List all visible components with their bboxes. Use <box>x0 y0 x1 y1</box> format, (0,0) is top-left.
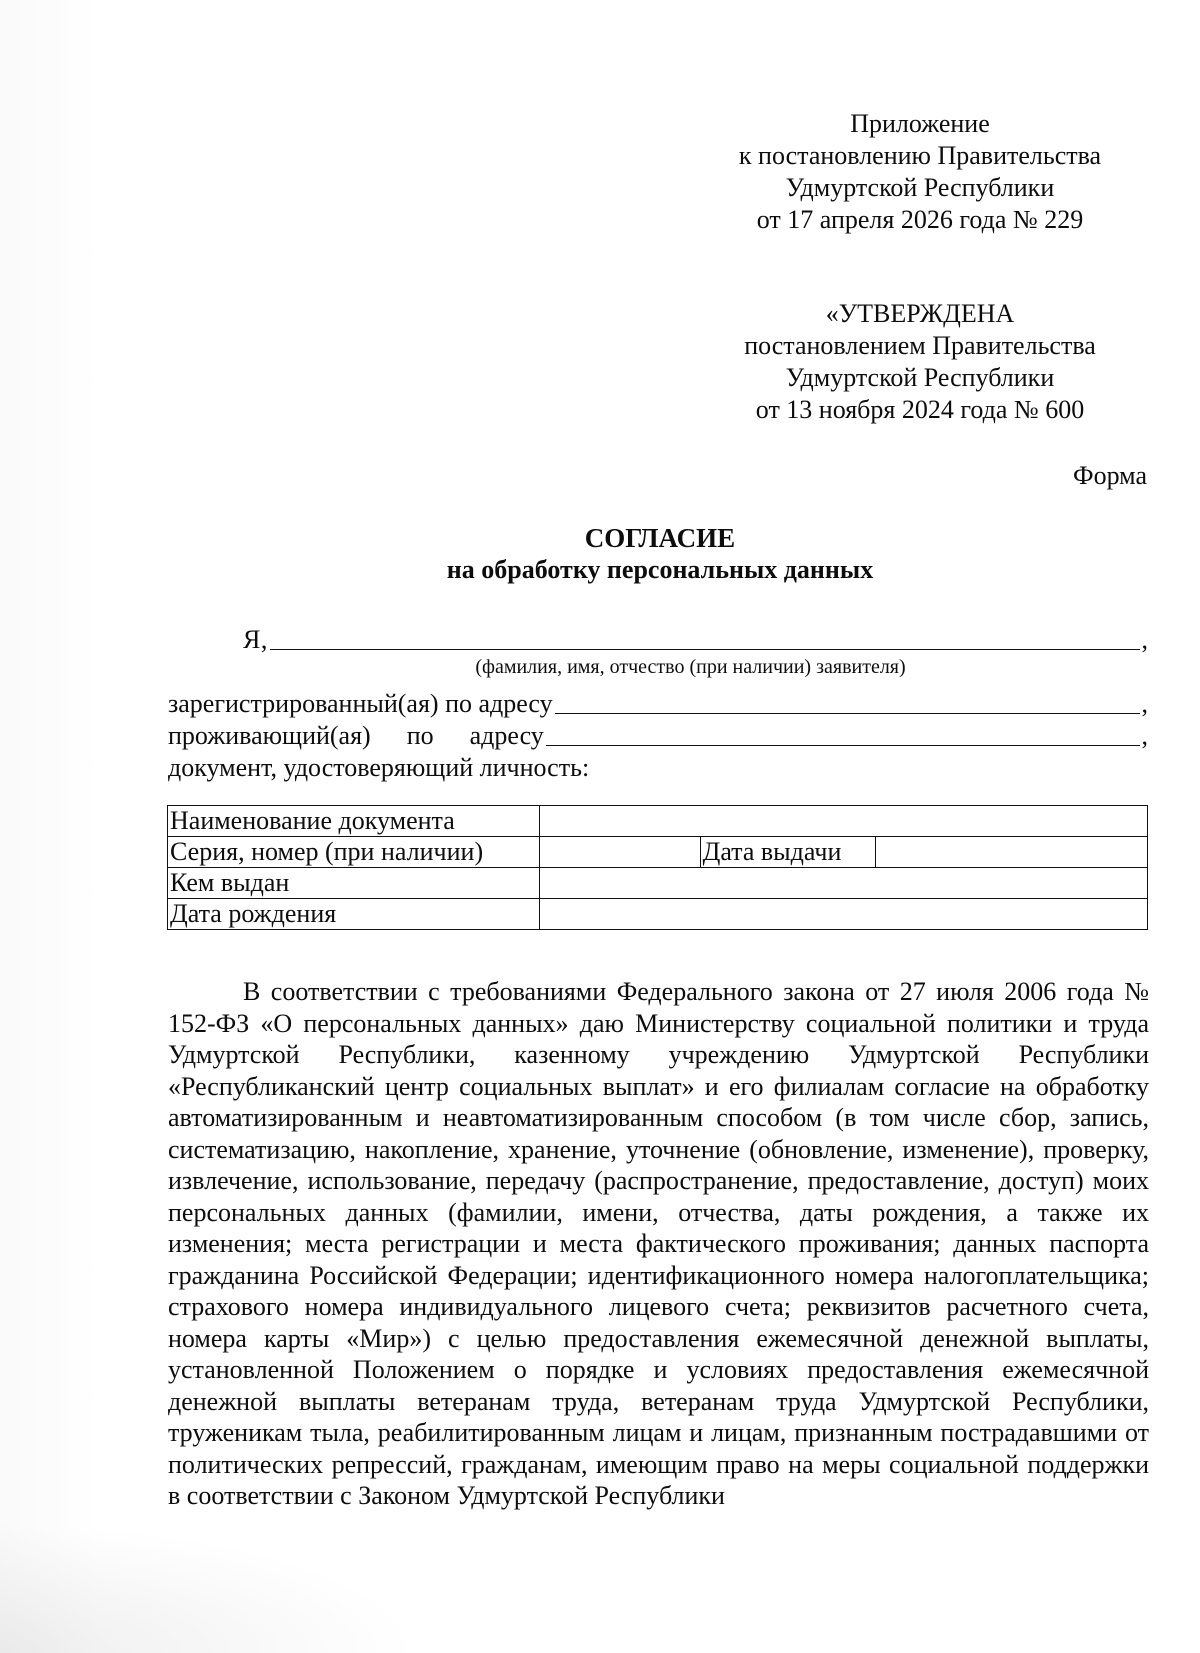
annex-line: к постановлению Правительства <box>738 141 1102 170</box>
form-label: Форма <box>1073 461 1147 490</box>
issue-date-input-cell[interactable] <box>875 837 1148 868</box>
residence-label-word: адресу <box>469 721 544 750</box>
identity-document-label: документ, удостоверяющий личность: <box>168 753 590 782</box>
approved-line: от 13 ноября 2024 года № 600 <box>755 395 1085 424</box>
annex-line: Удмуртской Республики <box>785 173 1055 202</box>
table-row <box>168 806 1148 837</box>
approved-block <box>690 298 1150 426</box>
table-row <box>168 837 1148 868</box>
applicant-name-comma: , <box>1141 625 1148 654</box>
registration-address-field[interactable] <box>168 686 1148 720</box>
residence-address-field[interactable] <box>168 718 1148 752</box>
document-title <box>0 522 1200 586</box>
approved-line: Удмуртской Республики <box>785 363 1055 392</box>
approved-line: постановлением Правительства <box>744 331 1096 360</box>
residence-address-underline[interactable] <box>546 744 1140 746</box>
annex-line: от 17 апреля 2026 года № 229 <box>756 205 1084 234</box>
table-row <box>168 868 1148 899</box>
applicant-name-hint: (фамилия, имя, отчество (при наличии) заявителя) <box>475 656 906 678</box>
title-main: СОГЛАСИЕ <box>584 523 736 553</box>
registration-address-label: зарегистрированный(ая) по адресу <box>168 689 553 718</box>
doc-name-input-cell[interactable] <box>539 806 1147 837</box>
series-number-label: Серия, номер (при наличии) <box>168 837 540 868</box>
doc-name-label: Наименование документа <box>168 806 540 837</box>
annex-line: Приложение <box>850 109 990 138</box>
residence-label-word: по <box>406 721 434 750</box>
table-row <box>168 899 1148 930</box>
registration-address-comma: , <box>1141 689 1148 718</box>
birth-date-label: Дата рождения <box>168 899 540 930</box>
residence-label-word: проживающий(ая) <box>168 721 371 750</box>
applicant-name-field[interactable] <box>168 622 1148 656</box>
consent-paragraph: В соответствии с требованиями Федерального закона от 27 июля 2006 года № 152-ФЗ «О персональных данных» даю Министерству социальной политики и труда Удмуртской Республики, казенному учреждению Удмуртской Республики «Республиканский центр социальных выплат» и его филиалам согласие на обработку автоматизированным и неавтоматизированным способом (в том числе сбор, запись, систематизацию, накопление, хранение, уточнение (обновление, изменение), проверку, извлечение, использование, передачу (распространение, предоставление, доступ) моих персональных данных (фамилии, имени, отчества, даты рождения, а также их изменения; места регистрации и места фактического проживания; данных паспорта гражданина Российской Федерации; идентификационного номера налогоплательщика; страхового номера индивидуального лицевого счета; реквизитов расчетного счета, номера карты «Мир») с целью предоставления ежемесячной денежной выплаты, установленной Положением о порядке и условиях предоставления ежемесячной денежной выплаты ветеранам труда, ветеранам труда Удмуртской Республики, труженикам тыла, реабилитированным лицам и лицам, признанным пострадавшими от политических репрессий, гражданам, имеющим право на меры социальной поддержки в соответствии с Законом Удмуртской Республики <box>168 977 1149 1510</box>
scan-shadow-bottom <box>0 1523 420 1653</box>
residence-address-comma: , <box>1141 721 1148 750</box>
issued-by-label: Кем выдан <box>168 868 540 899</box>
issue-date-label: Дата выдачи <box>700 837 875 868</box>
series-number-input-cell[interactable] <box>539 837 700 868</box>
applicant-name-label: Я, <box>243 625 268 654</box>
title-sub: на обработку персональных данных <box>446 555 874 584</box>
applicant-name-underline[interactable] <box>270 648 1140 650</box>
identity-document-table <box>167 805 1148 930</box>
scan-shadow-left <box>0 0 100 1653</box>
registration-address-underline[interactable] <box>555 712 1140 714</box>
issued-by-input-cell[interactable] <box>539 868 1147 899</box>
approved-line: «УТВЕРЖДЕНА <box>825 299 1015 328</box>
annex-block <box>690 108 1150 236</box>
birth-date-input-cell[interactable] <box>539 899 1147 930</box>
